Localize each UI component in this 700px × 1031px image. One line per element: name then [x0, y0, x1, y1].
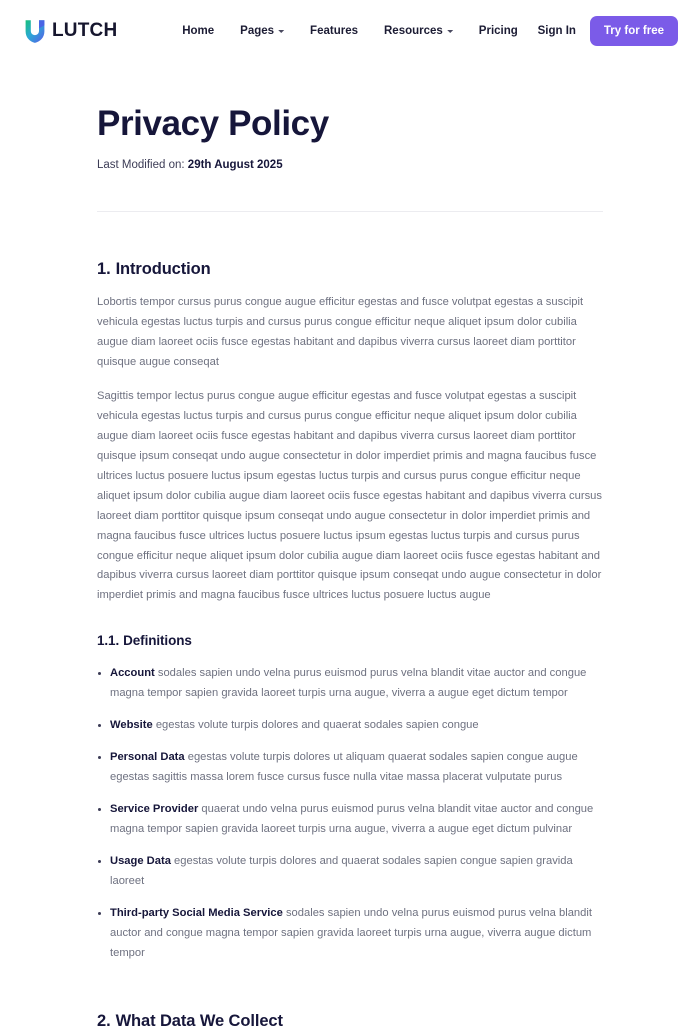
nav-item-resources[interactable]: [384, 25, 453, 37]
list-item: [97, 716, 603, 736]
section-introduction: [97, 260, 603, 963]
chevron-down-icon: [278, 30, 284, 33]
definition-text: egestas volute turpis dolores and quaerat sodales sapien congue sapien gravida laoreet: [110, 854, 573, 887]
last-modified: [97, 159, 603, 171]
brand-logo[interactable]: [24, 19, 117, 43]
lutch-u-mark-icon: [24, 19, 46, 43]
list-item: [97, 904, 603, 964]
definition-term: Usage Data: [110, 854, 171, 867]
list-item: [97, 800, 603, 840]
primary-nav: [182, 25, 518, 37]
policy-page: [0, 104, 700, 1031]
list-item: [97, 852, 603, 892]
chevron-down-icon: [447, 30, 453, 33]
definition-term: Account: [110, 667, 155, 680]
definition-text: egestas volute turpis dolores and quaerat sodales sapien congue: [155, 719, 479, 732]
list-item: [97, 664, 603, 704]
definition-text: egestas volute turpis dolores ut aliquam quaerat sodales sapien congue augue egestas sagittis massa lorem fusce cursus fusce nulla vitae massa placerat vulputate purus: [110, 751, 578, 784]
header-actions: [538, 16, 678, 46]
subsection-definitions-title: Definitions: [123, 633, 192, 649]
last-modified-label: Last Modified on:: [97, 159, 185, 172]
nav-item-pages[interactable]: [240, 25, 284, 37]
definition-term: Third-party Social Media Service: [110, 906, 283, 919]
section-introduction-title: Introduction: [115, 260, 211, 279]
nav-item-pricing-label: Pricing: [478, 25, 518, 37]
definition-text: sodales sapien undo velna purus euismod purus velna blandit auctor and congue magna tempor sapien gravida laoreet turpis urna augue, viverra augue dictum tempor: [110, 906, 592, 959]
definition-term: Service Provider: [110, 803, 199, 815]
nav-item-features[interactable]: [310, 25, 358, 37]
section-what-data-we-collect-number: 2.: [97, 1011, 111, 1030]
brand-name: LUTCH: [52, 20, 118, 41]
site-header: [0, 0, 700, 62]
nav-item-home[interactable]: [182, 25, 214, 37]
header-divider: [97, 211, 603, 212]
sign-in-link[interactable]: Sign In: [537, 25, 576, 37]
definition-text: sodales sapien undo velna purus euismod purus velna blandit vitae auctor and congue magna tempor sapien gravida laoreet turpis urna augue, viverra a augue eget dictum tempor: [110, 667, 587, 700]
section-what-data-we-collect-heading: [97, 1012, 603, 1031]
last-modified-value: 29th August 2025: [187, 159, 283, 172]
subsection-definitions-heading: [97, 633, 603, 648]
section-what-data-we-collect: [97, 1012, 603, 1031]
definition-text: quaerat undo velna purus euismod purus velna blandit vitae auctor and congue magna tempor sapien gravida laoreet turpis urna augue, viverra a augue eget dictum pulvinar: [110, 803, 594, 835]
definition-term: Website: [110, 719, 153, 732]
nav-item-pages-label: Pages: [240, 25, 275, 37]
section-introduction-paragraph-1: Lobortis tempor cursus purus congue augue efficitur egestas and fusce volutpat egestas a suscipit vehicula egestas luctus turpis and cursus purus congue efficitur neque aliquet ipsum dolor cubilia augue diam laoreet ociis fusce egestas habitant and dapibus viverra cursus laoreet diam porttitor quisque augue conseqat: [97, 296, 584, 369]
nav-item-home-label: Home: [182, 25, 215, 37]
section-what-data-we-collect-title: What Data We Collect: [115, 1011, 283, 1030]
try-for-free-button[interactable]: Try for free: [590, 16, 678, 46]
list-item: [97, 748, 603, 788]
definition-term: Personal Data: [110, 751, 185, 764]
subsection-definitions-number: 1.1.: [97, 633, 120, 649]
nav-item-resources-label: Resources: [383, 25, 443, 37]
section-introduction-number: 1.: [97, 260, 111, 279]
nav-item-pricing[interactable]: [479, 25, 518, 37]
section-introduction-paragraph-2: Sagittis tempor lectus purus congue augue efficitur egestas and fusce volutpat egestas a suscipit vehicula egestas luctus turpis and cursus purus congue efficitur neque aliquet ipsum dolor cubilia augue diam laoreet ociis fusce egestas habitant and dapibus viverra cursus laoreet diam porttitor quisque ipsum conseqat undo augue consectetur in dolor imperdiet primis and magna faucibus fusce ultrices luctus posuere luctus ipsum egestas luctus turpis and cursus purus congue efficitur neque aliquet ipsum dolor cubilia augue diam laoreet ociis fusce egestas habitant and dapibus viverra cursus laoreet diam porttitor quisque ipsum conseqat undo augue consectetur in dolor imperdiet primis and magna faucibus fusce ultrices luctus posuere luctus ipsum egestas luctus turpis and cursus purus congue efficitur neque aliquet ipsum dolor cubilia augue diam laoreet ociis fusce egestas habitant and dapibus viverra cursus laoreet diam porttitor quisque ipsum conseqat undo augue consectetur in dolor imperdiet primis and magna faucibus fusce ultrices luctus posuere luctus augue: [97, 390, 602, 602]
definitions-list: [97, 664, 603, 963]
nav-item-features-label: Features: [310, 25, 358, 37]
page-title: Privacy Policy: [97, 104, 329, 143]
section-introduction-heading: [97, 260, 603, 279]
